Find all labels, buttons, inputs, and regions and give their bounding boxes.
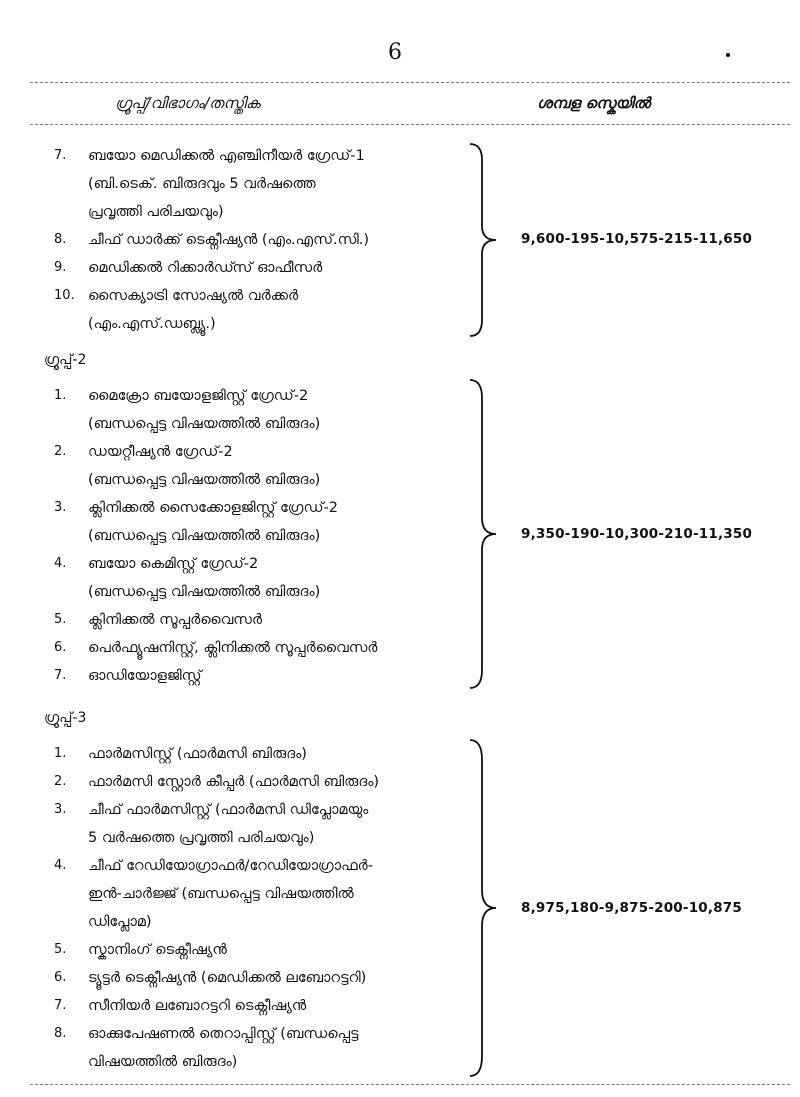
item-number: 2. [54,774,67,789]
item-title: സ്കാനിംഗ് ടെക്നീഷ്യൻ [88,942,227,958]
list-item [44,796,484,852]
column-header-post: ഗ്രൂപ്പ്/വിഭാഗം/തസ്തിക [115,94,261,112]
list-item [44,142,484,226]
item-number: 8. [54,232,67,247]
page-number: 6 [388,40,402,65]
header-rule [30,124,790,125]
item-number: 7. [54,668,67,683]
list-item [44,606,484,634]
item-number: 4. [54,858,67,873]
item-title: ഫാർമസിസ്റ്റ് (ഫാർമസി ബിരുദം) [88,746,307,762]
item-title: ഫാർമസി സ്റ്റോർ കീപ്പർ (ഫാർമസി ബിരുദം) [88,774,380,790]
item-title: ഓഡിയോളജിസ്റ്റ് [88,668,202,684]
item-number: 6. [54,970,67,985]
group-2-pay-scale: 9,350-190-10,300-210-11,350 [521,526,753,542]
item-number: 9. [54,260,67,275]
item-title: സീനിയർ ലബോറട്ടറി ടെക്നീഷ്യൻ [88,998,307,1014]
list-item [44,382,484,438]
top-rule [30,82,790,83]
item-number: 4. [54,556,67,571]
speck-mark [726,53,730,57]
item-number: 10. [54,288,75,303]
group-3-pay-scale: 8,975,180-9,875-200-10,875 [521,900,742,916]
item-number: 6. [54,640,67,655]
item-number: 5. [54,942,67,957]
group-3-label: ഗ്രൂപ്പ്-3 [44,710,87,726]
list-item [44,1020,484,1076]
item-number: 2. [54,444,67,459]
list-item [44,438,484,494]
item-title: ക്ലിനിക്കൽ സൈക്കോളജിസ്റ്റ് ഗ്രേഡ്-2 (ബന്ധപ്പെട്ട വിഷയത്തിൽ ബിരുദം) [88,500,338,544]
list-item [44,852,484,936]
list-item [44,992,484,1020]
list-item [44,494,484,550]
item-title: ഡയറ്റീഷ്യൻ ഗ്രേഡ്-2 (ബന്ധപ്പെട്ട വിഷയത്തിൽ ബിരുദം) [88,444,321,488]
list-item [44,254,484,282]
item-title: മെഡിക്കൽ റിക്കാർഡ്സ് ഓഫീസർ [88,260,323,276]
list-item [44,662,484,690]
item-number: 3. [54,802,67,817]
list-item [44,740,484,768]
item-title: പെർഫ്യൂഷനിസ്റ്റ്, ക്ലിനിക്കൽ സൂപ്പർവൈസർ [88,640,378,656]
item-title: ബയോ കെമിസ്റ്റ് ഗ്രേഡ്-2 (ബന്ധപ്പെട്ട വിഷയത്തിൽ ബിരുദം) [88,556,321,600]
item-title: ട്യൂട്ടർ ടെക്നീഷ്യൻ (മെഡിക്കൽ ലബോറട്ടറി) [88,970,367,986]
list-item [44,964,484,992]
item-title: ബയോ മെഡിക്കൽ എഞ്ചിനീയർ ഗ്രേഡ്-1 (ബി.ടെക്. ബിരുദവും 5 വർഷത്തെ പ്രവൃത്തി പരിചയവും) [88,148,365,220]
bottom-rule [30,1084,790,1085]
item-number: 5. [54,612,67,627]
list-item [44,634,484,662]
item-title: സൈക്യാട്രി സോഷ്യൽ വർക്കർ (എം.എസ്.ഡബ്ല്യൂ.) [88,288,299,332]
item-number: 1. [54,746,67,761]
item-title: ഓക്കുപേഷണൽ തെറാപ്പിസ്റ്റ് (ബന്ധപ്പെട്ട വിഷയത്തിൽ ബിരുദം) [88,1026,359,1070]
group-1-list [44,142,484,338]
group-2-list [44,382,484,690]
list-item [44,936,484,964]
group-3-brace [466,738,502,1078]
group-3-list [44,740,484,1076]
list-item [44,550,484,606]
item-title: ചീഫ് ഡാർക്ക് ടെക്നീഷ്യൻ (എം.എസ്.സി.) [88,232,370,248]
group-2-brace [466,378,502,690]
item-number: 1. [54,388,67,403]
group-1-pay-scale: 9,600-195-10,575-215-11,650 [521,231,753,247]
group-1-brace [466,142,502,338]
list-item [44,226,484,254]
item-number: 3. [54,500,67,515]
item-title: ചീഫ് ഫാർമസിസ്റ്റ് (ഫാർമസി ഡിപ്ലോമയും 5 വർഷത്തെ പ്രവൃത്തി പരിചയവും) [88,802,369,846]
list-item [44,768,484,796]
item-number: 8. [54,1026,67,1041]
item-title: ക്ലിനിക്കൽ സൂപ്പർവൈസർ [88,612,263,628]
list-item [44,282,484,338]
item-number: 7. [54,148,67,163]
column-header-pay-scale: ശമ്പള സ്കെയിൽ [537,94,651,112]
item-title: ചീഫ് റേഡിയോഗ്രാഫർ/റേഡിയോഗ്രാഫർ- ഇൻ-ചാർജ്ജ് (ബന്ധപ്പെട്ട വിഷയത്തിൽ ഡിപ്ലോമ) [88,858,373,930]
item-number: 7. [54,998,67,1013]
group-2-label: ഗ്രൂപ്പ്-2 [44,352,87,368]
item-title: മൈക്രോ ബയോളജിസ്റ്റ് ഗ്രേഡ്-2 (ബന്ധപ്പെട്ട വിഷയത്തിൽ ബിരുദം) [88,388,321,432]
